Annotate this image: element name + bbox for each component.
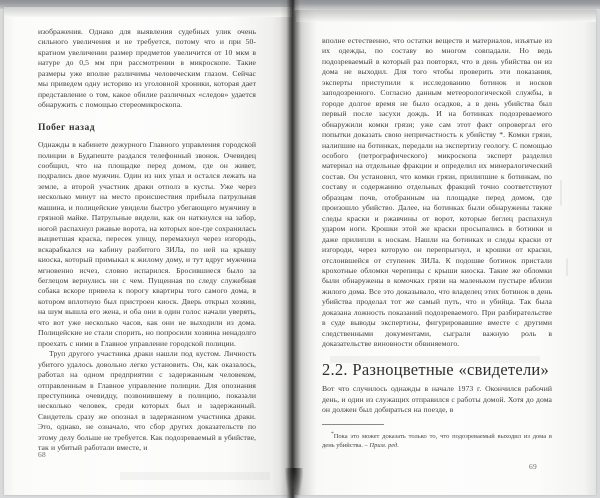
subsection-heading: Побег назад	[38, 121, 96, 133]
footnote-block	[322, 424, 552, 450]
page-number-right: 69	[529, 462, 537, 471]
page-number-left: 68	[38, 450, 46, 459]
section-heading: 2.2. Разноцветные «свидетели»	[322, 359, 550, 379]
spacer	[38, 133, 256, 140]
right-page-text-column	[322, 36, 552, 415]
footnote-marker: *	[331, 431, 334, 437]
footnote-attribution: Прим. ред.	[369, 441, 399, 449]
footnote-body: Пока это может доказать только то, что подозреваемый выходил из дома в день убийства. –	[322, 433, 552, 449]
spacer	[38, 111, 256, 123]
footnote-separator-rule	[322, 424, 384, 425]
left-page-text-column	[38, 27, 256, 454]
paragraph: Вот что случилось однажды в начале 1973 г. Окончился рабочий день, и один из служащих отправился с работы домой. Хотя до дома он должен был добираться на поезде, в	[322, 384, 552, 414]
paragraph: вполне естественно, что остатки веществ и материалов, изъятые из их одежды, по составу во многом совпадали. Но ведь подозреваемый в который раз повторял, что в день убийства он из дома не выходил. Для того чтобы проверить эти показания, эксперты приступили к исследованию ботинок и носков заподозренного. Согласно данным метеорологической службы, в городе долгое время не было осадков, а в день убийства был первый после засухи дождь. И на ботинках подозреваемого обнаружили комки грязи; уже сам этот факт опровергал его попытки доказать свою непричастность к убийству *. Комки грязи, налипшие на ботинках, передали на экспертизу геологу. С помощью особого (петрографического) микроскопа эксперт разделил материал на отдельные фракции и определил их минералогический состав. Он установил, что комки грязи, прилипшие к ботинкам, по составу и содержанию отдельных фракций точно соответствуют образцам почв, отобранным на площадке перед домом, где произошло убийство. Далее, на ботинках были обнаружены также следы краски и ржавчины от ворот, которые беглец распахнул ударом ноги. Крошки этой же краски просыпались в ботинки и даже прилипли к носкам. Нашли на ботинках и следы краски от изгороди, через которую он перепрыгнул, и крошки от краски, отслоившейся от ступенек ЗИЛа. К подошве ботинок пристали крохотные обломки черепицы с крыши киоска. Такие же обломки были обнаружены в комочках грязи на маленьком пустыре вблизи жилого дома. Все это доказывало, что владелец этих ботинок в день убийства проделал тот же самый путь, что и убийца. Так была доказана ложность показаний подозреваемого. При разбирательстве в суде выводы экспертизы, фигурировавшие вместе с другими следственными документами, сыграли важную роль в доказательстве виновности обвиняемого.	[322, 36, 552, 349]
paragraph: Труп другого участника драки нашли под кустом. Личность убитого удалось довольно легко установить. Он, как оказалось, работал на одном предприятии с задержанным человеком, отправленным в Главное управление полиции. Для опознания преступника очевидцу, позвонившему в полицию, показали несколько человек, среди которых был и задержанный. Свидетель сразу же опознал в задержанном участника драки. Это, однако, не означало, что сбор других доказательств по этому делу больше не требуется. Как подозреваемый в убийстве, так и убитый работали вместе, и	[38, 349, 256, 453]
footnote-text	[322, 430, 552, 450]
paragraph: Однажды в кабинете дежурного Главного управления городской полиции в Будапеште раздался телефонный звонок. Очевидец сообщил, что на площадке перед домом, где он живет, подрались двое мужчин. Один из них упал и остался лежать на земле, а второй участник драки отполз в кусты. Уже через несколько минут на место происшествия прибыла патрульная машина, и полицейские увидели быстро убегающего мужчину в грязной майке. Патрульные видели, как он наткнулся на забор, ногой распахнул ржавые ворота, на которых кое-где сохранилась выцветшая краска, пересек улицу, перемахнул через изгородь, вскарабкался на кабину разбитого ЗИЛа, по ней на крышу киоска, который примыкал к жилому дому, и тут вдруг мужчина мгновенно исчез, словно испарился. Бросившиеся было за беглецом вернулись ни с чем. Пущенная по следу служебная собака вскоре привела к порогу квартиры того самого дома, в котором вплотную был пристроен киоск. Дверь открыл хозяин, на шум вышла его жена, и оба они в один голос начали уверять, что вот уже несколько часов, как они не выходили из дома. Полицейские не стали спорить, но попросили хозяина ненадолго проехать с ними в Главное управление городской полиции.	[38, 140, 256, 348]
paragraph: изображения. Однако для выявления судебных улик очень сильного увеличения и не требуется, потому что и при 50-кратном увеличении размер предметов увеличится от 10 мкм в натуре до 0,5 мм при рассмотрении в микроскопе. Такие размеры уже вполне различимы человеческим глазом. Сейчас мы приведем одну историю из уголовной хроники, которая дает представление о том, какое обилие различных «следов» удается обнаружить с помощью стереомикроскопа.	[38, 27, 256, 110]
